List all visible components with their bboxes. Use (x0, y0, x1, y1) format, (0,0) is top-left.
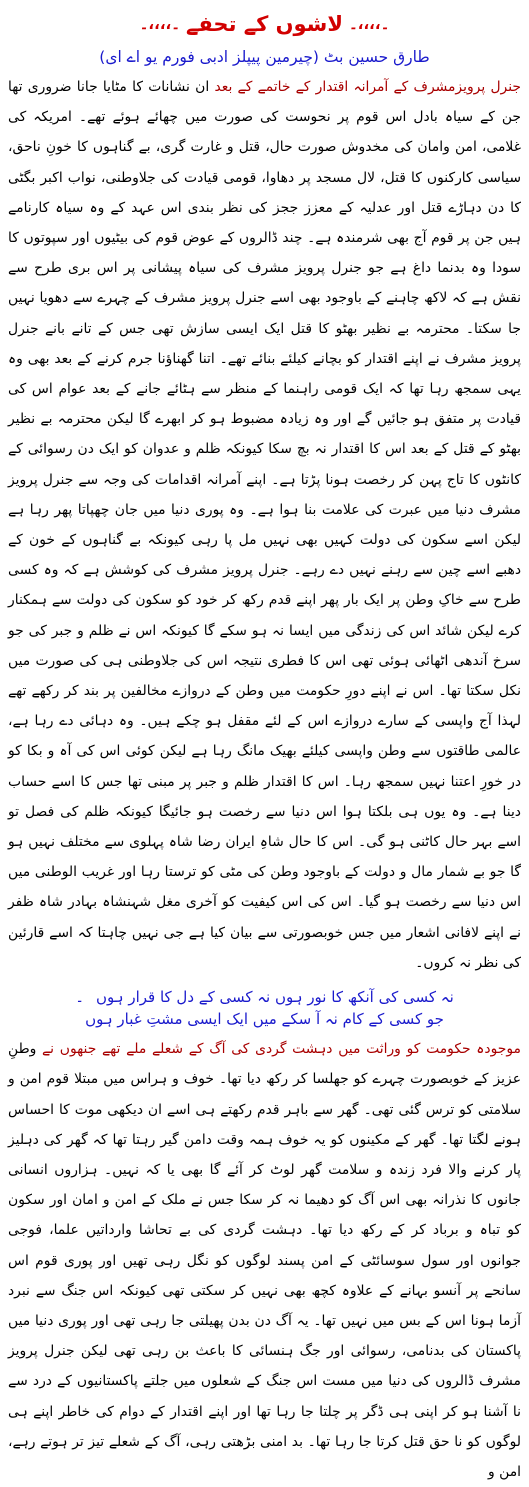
title-row (8, 10, 521, 38)
author-byline: طارق حسین بٹ (چیرمین پیپلز ادبی فورم یو اے ای) (99, 48, 430, 66)
poetry-couplet (8, 986, 521, 1030)
article-title: لاشوں کے تحفے (186, 12, 343, 36)
couplet-line-2: جو کسی کے کام نہ آ سکے میں ایک ایسی مشتِ غبار ہوں (85, 1010, 444, 1029)
title-decoration-right: ۔،،،،۔ (348, 15, 390, 33)
couplet-line-1: نہ کسی کی آنکھ کا نور ہوں نہ کسی کے دل کا قرار ہوں (96, 988, 454, 1007)
paragraph-2 (8, 1034, 521, 1487)
paragraph-1 (8, 72, 521, 978)
couplet-separator: ۔ (75, 988, 84, 1007)
paragraph-1-lead: جنرل پرویزمشرف کے آمرانہ اقتدار کے خاتمے کے بعد (214, 79, 521, 95)
paragraph-2-lead: موجودہ حکومت کو وراثت میں دہشت گردی کی آگ کے شعلے ملے تھے جنھوں نے (42, 1041, 521, 1058)
paragraph-2-body: وطنِ عزیز کے خوبصورت چہرے کو جھلسا کر رکھ دیا تھا۔ خوف و ہراس میں مبتلا قوم امن و سلامتی کو ترس گئی تھی۔ گھر سے باہر قدم رکھتے ہی اسے ان دیکھی موت کا احساس ہونے لگتا تھا۔ گھر کے مکینوں کو یہ خوف ہمہ وقت دامن گیر رہتا تھا کہ گھر کی دہلیز پار کرنے والا فرد زندہ و سلامت گھر لوٹ کر آئے گا بھی یا کہ نہیں۔ ہزاروں انسانی جانوں کا نذرانہ بھی اس آگ کو دھیما نہ کر سکا جس نے ملک کے امن و امان اور سکون کو تباہ و برباد کر کے رکھ دیا تھا۔ دہشت گردی کی بے تحاشا وارداتیں علما، فوجی جوانوں اور سول سوسائٹی کے امن پسند لوگوں کو نگل رہی تھیں اور پوری قوم اس سانحے پر آنسو بہانے کے علاوہ کچھ بھی نہیں کر سکتی تھی کیونکہ اس جنگ سے نبرد آزما ہونا اس کے بس میں نہیں تھا۔ یہ آگ دن بدن پھیلتی جا رہی تھی اور پوری دنیا میں پاکستان کی بدنامی، رسوائی اور جگ ہنسائی کا باعث بن رہی تھی لیکن جنرل پرویز مشرف ڈالروں کی دنیا میں مست اس جنگ کے شعلوں میں جلتے پاکستانیوں کے درد سے نا آشنا ہو کر اپنی ہی ڈگر پر چلتا جا رہا تھا اور اپنے اقتدار کے دوام کی خاطر اپنے ہی لوگوں کو نا حق قتل کرتا جا رہا تھا۔ بد امنی بڑھتی رہی، آگ کے شعلے تیز تر ہوتے رہے، امن و (8, 1041, 521, 1480)
title-decoration-left: ۔،،،،۔ (139, 15, 181, 33)
paragraph-1-body: ان نشانات کا مٹایا جانا ضروری تھا جن کے سیاہ بادل اس قوم پر نحوست کی صورت میں چھائے ہوئے تھے۔ امریکہ کی غلامی، امن وامان کی مخدوش صورت حال، قتل و غارت گری، بے گناہوں کا خونِ ناحق، سیاسی کارکنوں کا قتل، لال مسجد پر دھاوا، قومی قیادت کی جلاوطنی، نواب اکبر بگٹی کا دن دہاڑے قتل اور عدلیہ کے معزز ججز کی نظر بندی اس عہد کے وہ سیاہ کارنامے ہیں جن پر قوم آج بھی شرمندہ ہے۔ چند ڈالروں کے عوض قوم کی بیٹیوں اور سپوتوں کا سودا وہ بدنما داغ ہے جو جنرل پرویز مشرف کی سیاہ پیشانی پر اس بری طرح سے نقش ہے کہ لاکھ چاہنے کے باوجود بھی اسے جنرل پرویز مشرف کے چہرے سے دھویا نہیں جا سکتا۔ محترمہ بے نظیر بھٹو کا قتل ایک ایسی سازش تھی جس کے تانے بانے جنرل پرویز مشرف نے اپنے اقتدار کو بچانے کیلئے بنائے تھے۔ اتنا گھناؤنا جرم کرنے کے بعد بھی وہ یہی سمجھ رہا تھا کہ ایک قومی راہنما کے منظر سے ہٹائے جانے کے بعد عوام اس کی قیادت پر متفق ہو جائیں گے اور وہ زیادہ مضبوط ہو کر ابھرے گا لیکن محترمہ بے نظیر بھٹو کے قتل کے بعد اس کا اقتدار نہ بچ سکا کیونکہ ظلم و عدوان کو ایک دن رسوائی کے کانٹوں کا تاج پہن کر رخصت ہونا پڑتا ہے۔ اپنے آمرانہ اقدامات کی وجہ سے جنرل پرویز مشرف دنیا میں عبرت کی علامت بنا ہوا ہے۔ وہ پوری دنیا میں جان چھپاتا پھر رہا ہے لیکن اسے سکون کی دولت کہیں بھی نہیں مل پا رہی کیونکہ بے گناہوں کے خون کے دھبے اسے چین سے رہنے نہیں دے رہے۔ جنرل پرویز مشرف کی کوشش ہے کہ وہ کسی طرح سے خاکِ وطن پر ایک بار پھر اپنے قدم رکھ کر خود کو سکون کی دولت سے ہمکنار کرے لیکن شائد اس کی زندگی میں ایسا نہ ہو سکے گا کیونکہ اس نے ظلم و جبر کی جو سرخ آندھی اٹھائی ہوئی تھی اس کا فطری نتیجہ اس کی جلاوطنی ہی کی صورت میں نکل سکتا تھا۔ اس نے اپنے دورِ حکومت میں وطن کے دروازے مخالفین پر بند کر رکھے تھے لہذا آج واپسی کے سارے دروازے اس کے لئے مقفل ہو چکے ہیں۔ وہ دہائی دے رہا ہے، عالمی طاقتوں سے وطن واپسی کیلئے بھیک مانگ رہا ہے لیکن کوئی اس کی آہ و بکا کو در خورِ اعتنا نہیں سمجھ رہا۔ اس کا اقتدار ظلم و جبر پر مبنی تھا جس کا اسے حساب دینا ہے۔ وہ یوں ہی بلکتا ہوا اس دنیا سے رخصت ہو جائیگا کیونکہ ظلم کی فصل تو اسے بہر حال کاٹنی ہو گی۔ اس کا حال شاہِ ایران رضا شاہ پہلوی سے مختلف نہیں ہو گا جو بے شمار مال و دولت کے باوجود وطن کی مٹی کو ترستا رہا اور غریب الوطنی میں اس دنیا سے رخصت ہو گیا۔ اس کی اس کیفیت کو آخری مغل شہنشاہ بہادر شاہ ظفر نے اپنے لافانی اشعار میں جس خوبصورتی سے بیان کیا ہے جی نہیں چاہتا کہ اسے قارئین کی نظر نہ کروں۔ (8, 79, 521, 971)
